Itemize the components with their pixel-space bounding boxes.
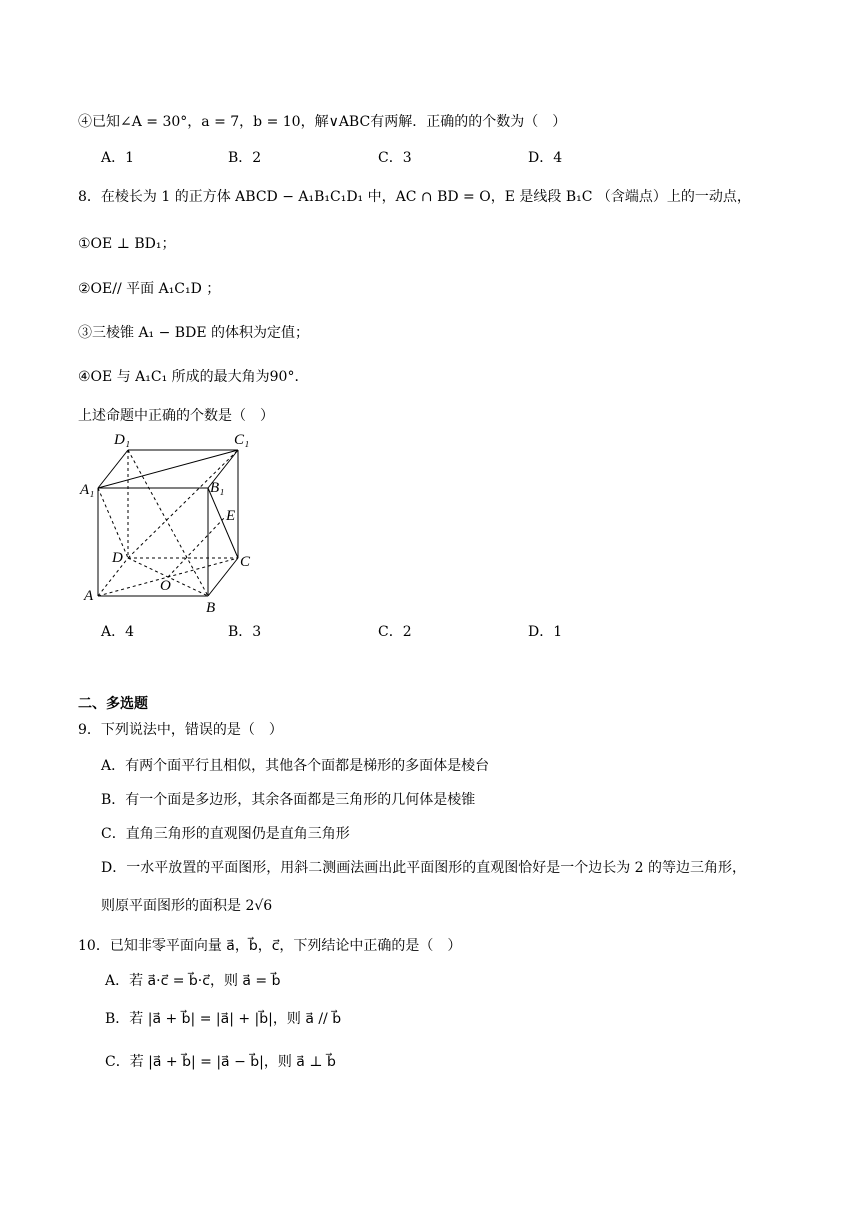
q7-statement-4: ④已知∠A = 30°，a = 7，b = 10，解∨ABC有两解．正确的的个数为（ ） [78, 114, 567, 130]
q10-stem: 10．已知非零平面向量 a⃗，b⃗，c⃗，下列结论中正确的是（ ） [78, 938, 462, 954]
cube-figure [78, 426, 268, 616]
q7-option-c: C．3 [378, 150, 412, 166]
q8-option-b: B．3 [228, 624, 262, 640]
q8-statement-1: ①OE ⊥ BD₁； [78, 236, 176, 252]
q8-option-a: A．4 [101, 624, 135, 640]
q8-statement-4: ④OE 与 A₁C₁ 所成的最大角为90°． [78, 369, 309, 385]
q7-option-d: D．4 [528, 150, 563, 166]
section-title: 二、多选题 [78, 696, 148, 712]
label-e: E [226, 508, 236, 524]
q8-question: 上述命题中正确的个数是（ ） [78, 408, 274, 424]
label-d1: D₁ [114, 432, 131, 448]
label-o: O [160, 578, 171, 594]
q10-option-a: A．若 a⃗·c⃗ = b⃗·c⃗，则 a⃗ = b⃗ [105, 973, 281, 989]
label-a: A [84, 588, 94, 604]
q9-option-d: D．一水平放置的平面图形，用斜二测画法画出此平面图形的直观图恰好是一个边长为 2 的等边三角形， [101, 860, 747, 876]
q9-stem: 9．下列说法中，错误的是（ ） [78, 722, 283, 738]
q8-statement-2: ②OE// 平面 A₁C₁D ； [78, 281, 221, 297]
q7-option-b: B．2 [228, 150, 262, 166]
label-a1: A₁ [80, 482, 95, 498]
q9-option-a: A．有两个面平行且相似，其他各个面都是梯形的多面体是棱台 [101, 758, 490, 774]
label-d: D [112, 550, 123, 566]
q9-option-d-continued: 则原平面图形的面积是 2√6 [101, 898, 273, 914]
q10-option-c: C．若 |a⃗ + b⃗| = |a⃗ − b⃗|，则 a⃗ ⊥ b⃗ [105, 1054, 336, 1070]
label-b1: B₁ [210, 480, 225, 496]
q8-statement-3: ③三棱锥 A₁ − BDE 的体积为定值； [78, 325, 309, 341]
label-b: B [206, 600, 216, 616]
q7-option-a: A．1 [101, 150, 135, 166]
q8-option-d: D．1 [528, 624, 563, 640]
q10-option-b: B．若 |a⃗ + b⃗| = |a⃗| + |b⃗|，则 a⃗ // b⃗ [105, 1011, 342, 1027]
q9-option-b: B．有一个面是多边形，其余各面都是三角形的几何体是棱锥 [101, 792, 476, 808]
label-c: C [240, 554, 251, 570]
label-c1: C₁ [234, 432, 250, 448]
q9-option-c: C．直角三角形的直观图仍是直角三角形 [101, 826, 350, 842]
q8-stem: 8．在棱长为 1 的正方体 ABCD − A₁B₁C₁D₁ 中，AC ∩ BD = O，E 是线段 B₁C （含端点）上的一动点， [78, 189, 751, 205]
q8-option-c: C．2 [378, 624, 412, 640]
